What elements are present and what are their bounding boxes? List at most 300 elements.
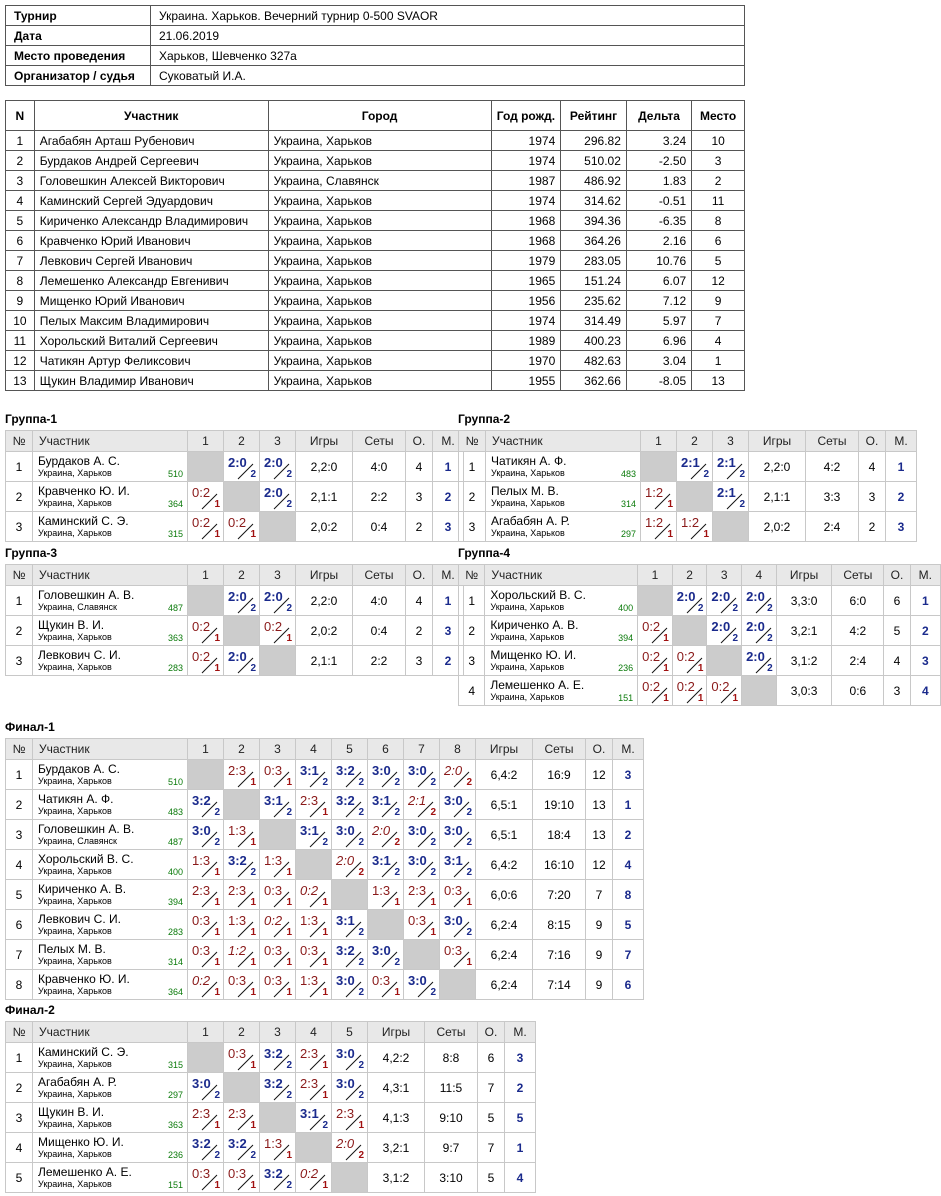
match-score-cell — [707, 676, 742, 706]
games-record: 6,2:4 — [476, 970, 533, 1000]
match-score-cell — [188, 790, 224, 820]
match-score-cell — [188, 616, 224, 646]
match-points: 1 — [286, 777, 292, 788]
match-score-cell — [332, 910, 368, 940]
match-points: 1 — [286, 897, 292, 908]
match-score-cell — [188, 970, 224, 1000]
col-opponent: 4 — [296, 739, 332, 760]
player-number: 1 — [459, 452, 486, 482]
group-place: 7 — [613, 940, 644, 970]
match-points: 1 — [286, 957, 292, 968]
player-rating: 364 — [167, 987, 183, 997]
match-score: 0:2 — [642, 679, 661, 694]
player-cell — [33, 820, 188, 850]
player-rating: 314 — [167, 957, 183, 967]
rating: 283.05 — [561, 251, 627, 271]
player-number: 1 — [6, 586, 33, 616]
table-row — [6, 1073, 536, 1103]
match-score: 0:3 — [444, 883, 463, 898]
player-cell — [33, 1043, 188, 1073]
participant-city: Украина, Харьков — [268, 311, 491, 331]
games-record: 3,3:0 — [776, 586, 832, 616]
player-name: Мищенко Ю. И. — [38, 1135, 124, 1149]
table-row — [6, 880, 644, 910]
col-opponent: 6 — [368, 739, 404, 760]
match-score-cell — [188, 880, 224, 910]
match-score: 0:3 — [408, 913, 427, 928]
match-score-cell — [224, 820, 260, 850]
points-total: 9 — [586, 940, 613, 970]
match-score-cell — [332, 940, 368, 970]
match-points: 2 — [703, 469, 709, 480]
column-header: Участник — [34, 101, 268, 131]
match-score-cell — [296, 760, 332, 790]
player-rating: 236 — [618, 663, 634, 673]
group-header-row — [459, 431, 917, 452]
match-score: 0:2 — [642, 619, 661, 634]
table-row — [6, 211, 745, 231]
self-match-cell — [707, 646, 742, 676]
table-row — [6, 1163, 536, 1193]
games-record: 6,5:1 — [476, 790, 533, 820]
games-record: 6,0:6 — [476, 880, 533, 910]
col-points: О. — [406, 431, 433, 452]
match-score-cell — [260, 1043, 296, 1073]
match-score-cell — [224, 850, 260, 880]
match-score-cell — [188, 1133, 224, 1163]
col-number: № — [6, 1022, 33, 1043]
match-score-cell — [641, 512, 677, 542]
participant-city: Украина, Харьков — [268, 151, 491, 171]
match-score: 2:3 — [228, 763, 247, 778]
player-name: Мищенко Ю. И. — [490, 648, 577, 662]
birth-year: 1979 — [491, 251, 561, 271]
group-place: 3 — [433, 616, 464, 646]
match-points: 2 — [466, 807, 472, 818]
participant-city: Украина, Харьков — [268, 271, 491, 291]
table-row — [6, 171, 745, 191]
col-player: Участник — [33, 565, 188, 586]
match-points: 1 — [250, 927, 256, 938]
match-score-cell — [296, 1163, 332, 1193]
match-score-cell — [404, 790, 440, 820]
match-points: 1 — [286, 633, 292, 644]
match-score: 1:2 — [228, 943, 247, 958]
match-points: 1 — [322, 1180, 328, 1191]
self-match-cell — [638, 586, 673, 616]
group-place: 2 — [613, 820, 644, 850]
match-score: 0:2 — [264, 619, 283, 634]
match-points: 2 — [322, 837, 328, 848]
match-score: 0:2 — [192, 649, 211, 664]
column-header: N — [6, 101, 35, 131]
match-score-cell — [440, 760, 476, 790]
match-points: 2 — [767, 663, 773, 674]
player-number: 3 — [6, 820, 33, 850]
match-score: 0:2 — [228, 515, 247, 530]
match-score-cell — [332, 790, 368, 820]
points-total: 5 — [478, 1103, 505, 1133]
match-points: 2 — [358, 1150, 364, 1161]
match-score: 3:0 — [408, 973, 427, 988]
sets-record: 4:2 — [806, 452, 859, 482]
points-total: 2 — [859, 512, 886, 542]
group-table — [5, 738, 644, 1000]
table-row — [6, 1103, 536, 1133]
points-total: 12 — [586, 760, 613, 790]
col-games: Игры — [776, 565, 832, 586]
player-name: Агабабян А. Р. — [491, 514, 570, 528]
match-points: 2 — [394, 807, 400, 818]
match-score: 2:3 — [300, 1046, 319, 1061]
table-row — [6, 646, 464, 676]
match-points: 1 — [430, 927, 436, 938]
player-name: Щукин В. И. — [38, 618, 105, 632]
match-score: 2:1 — [717, 455, 736, 470]
player-number: 4 — [459, 676, 485, 706]
player-city: Украина, Харьков — [38, 896, 112, 906]
player-cell — [33, 616, 188, 646]
rating-delta: 10.76 — [626, 251, 691, 271]
player-number: 2 — [459, 616, 485, 646]
match-score-cell — [638, 676, 673, 706]
match-score-cell — [296, 790, 332, 820]
sets-record: 2:2 — [353, 482, 406, 512]
match-score: 3:2 — [264, 1076, 283, 1091]
match-points: 1 — [286, 927, 292, 938]
player-rating: 400 — [618, 603, 634, 613]
group-place: 2 — [433, 646, 464, 676]
match-score: 3:1 — [372, 853, 391, 868]
match-score-cell — [260, 910, 296, 940]
rating-delta: -2.50 — [626, 151, 691, 171]
col-sets: Сеты — [353, 431, 406, 452]
match-score: 3:1 — [300, 763, 319, 778]
sets-record: 16:10 — [533, 850, 586, 880]
rating: 364.26 — [561, 231, 627, 251]
info-value: Харьков, Шевченко 327а — [151, 46, 745, 66]
table-row — [459, 676, 941, 706]
match-score-cell — [224, 940, 260, 970]
player-city: Украина, Харьков — [38, 1089, 112, 1099]
match-score: 2:0 — [676, 589, 696, 604]
player-city: Украина, Харьков — [38, 986, 112, 996]
sets-record: 9:7 — [425, 1133, 478, 1163]
player-city: Украина, Харьков — [38, 1059, 112, 1069]
participant-city: Украина, Харьков — [268, 191, 491, 211]
player-rating: 283 — [167, 663, 183, 673]
match-score-cell — [224, 646, 260, 676]
player-cell — [33, 482, 188, 512]
player-rating: 363 — [167, 1120, 183, 1130]
match-points: 1 — [250, 777, 256, 788]
match-points: 2 — [322, 1120, 328, 1131]
match-score-cell — [296, 940, 332, 970]
col-games: Игры — [296, 565, 353, 586]
match-points: 2 — [250, 663, 256, 674]
info-label: Дата — [6, 26, 151, 46]
match-score: 1:3 — [264, 1136, 283, 1151]
player-rating: 487 — [167, 603, 183, 613]
col-opponent: 7 — [404, 739, 440, 760]
group-table — [5, 564, 464, 676]
info-row — [6, 6, 745, 26]
player-name: Щукин В. И. — [38, 1105, 105, 1119]
match-points: 1 — [214, 867, 220, 878]
self-match-cell — [188, 586, 224, 616]
sets-record: 3:10 — [425, 1163, 478, 1193]
player-number: 6 — [6, 910, 33, 940]
match-score: 2:0 — [746, 589, 765, 604]
match-score-cell — [260, 940, 296, 970]
self-match-cell — [440, 970, 476, 1000]
match-score-cell — [224, 1043, 260, 1073]
match-score-cell — [707, 586, 742, 616]
match-score: 1:3 — [264, 853, 283, 868]
games-record: 3,2:1 — [368, 1133, 425, 1163]
match-score: 3:0 — [336, 973, 355, 988]
match-points: 2 — [767, 633, 773, 644]
match-points: 2 — [394, 837, 400, 848]
games-record: 3,1:2 — [776, 646, 832, 676]
points-total: 7 — [586, 880, 613, 910]
col-number: № — [6, 565, 33, 586]
self-match-cell — [296, 1133, 332, 1163]
participant-city: Украина, Славянск — [268, 171, 491, 191]
player-cell — [485, 586, 638, 616]
col-opponent: 2 — [224, 739, 260, 760]
match-score: 3:1 — [300, 823, 319, 838]
player-number: 4 — [6, 850, 33, 880]
col-sets: Сеты — [425, 1022, 478, 1043]
player-name: Хорольский В. С. — [38, 852, 134, 866]
match-score: 1:3 — [228, 823, 247, 838]
match-score: 2:0 — [336, 853, 355, 868]
match-points: 2 — [466, 837, 472, 848]
match-score-cell — [404, 880, 440, 910]
match-score-cell — [224, 760, 260, 790]
match-score-cell — [260, 616, 296, 646]
match-points: 1 — [322, 1060, 328, 1071]
birth-year: 1974 — [491, 151, 561, 171]
col-points: О. — [406, 565, 433, 586]
match-points: 1 — [214, 957, 220, 968]
match-points: 1 — [286, 867, 292, 878]
match-score: 3:2 — [228, 853, 247, 868]
table-row — [6, 850, 644, 880]
match-score: 2:3 — [228, 1106, 247, 1121]
table-row — [459, 482, 917, 512]
match-score: 3:0 — [372, 943, 391, 958]
player-city: Украина, Харьков — [38, 528, 112, 538]
match-score: 3:2 — [264, 1046, 283, 1061]
player-rating: 314 — [620, 499, 636, 509]
table-row — [6, 231, 745, 251]
match-score: 0:3 — [444, 943, 463, 958]
participant-city: Украина, Харьков — [268, 291, 491, 311]
self-match-cell — [677, 482, 713, 512]
row-number: 10 — [6, 311, 35, 331]
match-score-cell — [260, 970, 296, 1000]
match-score-cell — [332, 760, 368, 790]
row-number: 6 — [6, 231, 35, 251]
sets-record: 18:4 — [533, 820, 586, 850]
participant-name: Мищенко Юрий Иванович — [34, 291, 268, 311]
player-number: 2 — [6, 1073, 33, 1103]
match-score: 0:2 — [192, 515, 211, 530]
player-city: Украина, Харьков — [38, 1179, 112, 1189]
player-cell — [485, 616, 638, 646]
rating-delta: 6.96 — [626, 331, 691, 351]
games-record: 3,2:1 — [776, 616, 832, 646]
match-score-cell — [672, 676, 707, 706]
match-score: 3:0 — [444, 913, 463, 928]
match-score-cell — [224, 880, 260, 910]
match-points: 1 — [322, 807, 328, 818]
group-place: 1 — [433, 452, 464, 482]
rating: 235.62 — [561, 291, 627, 311]
match-points: 1 — [663, 633, 669, 644]
col-sets: Сеты — [533, 739, 586, 760]
birth-year: 1974 — [491, 311, 561, 331]
table-row — [6, 512, 464, 542]
player-number: 5 — [6, 1163, 33, 1193]
sets-record: 7:16 — [533, 940, 586, 970]
match-points: 2 — [394, 867, 400, 878]
player-city: Украина, Харьков — [490, 662, 565, 672]
match-score: 2:3 — [300, 793, 319, 808]
col-place: М. — [505, 1022, 536, 1043]
match-score: 0:2 — [676, 649, 695, 664]
match-score: 0:2 — [264, 913, 283, 928]
match-points: 1 — [286, 987, 292, 998]
player-number: 5 — [6, 880, 33, 910]
group-place: 1 — [505, 1133, 536, 1163]
match-score-cell — [260, 1133, 296, 1163]
player-rating: 394 — [167, 897, 183, 907]
match-points: 1 — [358, 1120, 364, 1131]
rating: 400.23 — [561, 331, 627, 351]
birth-year: 1956 — [491, 291, 561, 311]
birth-year: 1968 — [491, 231, 561, 251]
group-place: 2 — [505, 1073, 536, 1103]
match-points: 2 — [430, 837, 436, 848]
row-number: 3 — [6, 171, 35, 191]
col-opponent: 1 — [188, 1022, 224, 1043]
match-points: 1 — [322, 1090, 328, 1101]
match-score-cell — [224, 1133, 260, 1163]
match-points: 2 — [394, 957, 400, 968]
match-score: 0:3 — [264, 973, 283, 988]
col-points: О. — [859, 431, 886, 452]
match-points: 1 — [667, 529, 673, 540]
match-points: 2 — [286, 469, 292, 480]
points-total: 7 — [478, 1133, 505, 1163]
participant-name: Каминский Сергей Эдуардович — [34, 191, 268, 211]
match-score: 0:3 — [264, 763, 283, 778]
points-total: 13 — [586, 790, 613, 820]
final-place: 12 — [692, 271, 745, 291]
match-points: 1 — [667, 499, 673, 510]
col-opponent: 5 — [332, 739, 368, 760]
self-match-cell — [188, 452, 224, 482]
player-cell — [33, 646, 188, 676]
column-header: Место — [692, 101, 745, 131]
sets-record: 2:4 — [806, 512, 859, 542]
match-score: 3:0 — [192, 1076, 211, 1091]
match-points: 2 — [214, 1150, 220, 1161]
participant-name: Лемешенко Александр Евгенивич — [34, 271, 268, 291]
player-city: Украина, Харьков — [38, 662, 112, 672]
rating-delta: 2.16 — [626, 231, 691, 251]
self-match-cell — [641, 452, 677, 482]
points-total: 12 — [586, 850, 613, 880]
self-match-cell — [713, 512, 749, 542]
participant-city: Украина, Харьков — [268, 251, 491, 271]
col-player: Участник — [486, 431, 641, 452]
match-points: 2 — [358, 807, 364, 818]
player-rating: 483 — [167, 807, 183, 817]
group-header-row — [6, 565, 464, 586]
info-row — [6, 26, 745, 46]
match-points: 2 — [358, 867, 364, 878]
match-score: 3:0 — [372, 763, 391, 778]
games-record: 2,2:0 — [749, 452, 806, 482]
match-score: 2:1 — [408, 793, 427, 808]
group-place: 2 — [433, 482, 464, 512]
match-points: 2 — [358, 777, 364, 788]
match-score-cell — [440, 910, 476, 940]
match-score-cell — [296, 1043, 332, 1073]
match-points: 2 — [739, 469, 745, 480]
player-name: Левкович С. И. — [38, 648, 121, 662]
group-table — [5, 430, 464, 542]
self-match-cell — [332, 880, 368, 910]
self-match-cell — [224, 616, 260, 646]
match-points: 1 — [250, 529, 256, 540]
points-total: 9 — [586, 910, 613, 940]
player-name: Хорольский В. С. — [490, 588, 586, 602]
table-row — [6, 191, 745, 211]
group-place: 2 — [886, 482, 917, 512]
match-score: 2:0 — [711, 619, 731, 634]
participant-city: Украина, Харьков — [268, 351, 491, 371]
player-number: 8 — [6, 970, 33, 1000]
match-points: 2 — [430, 867, 436, 878]
match-score-cell — [368, 880, 404, 910]
match-score-cell — [404, 970, 440, 1000]
match-score: 2:1 — [681, 455, 700, 470]
games-record: 3,1:2 — [368, 1163, 425, 1193]
match-score-cell — [224, 970, 260, 1000]
row-number: 9 — [6, 291, 35, 311]
row-number: 12 — [6, 351, 35, 371]
points-total: 4 — [884, 646, 910, 676]
match-score-cell — [440, 850, 476, 880]
birth-year: 1987 — [491, 171, 561, 191]
games-record: 2,1:1 — [296, 646, 353, 676]
birth-year: 1989 — [491, 331, 561, 351]
match-score: 0:2 — [711, 679, 730, 694]
match-points: 2 — [466, 867, 472, 878]
match-score-cell — [296, 1073, 332, 1103]
match-points: 2 — [250, 603, 256, 614]
player-cell — [486, 512, 641, 542]
match-score-cell — [713, 452, 749, 482]
column-header: Рейтинг — [561, 101, 627, 131]
match-score: 3:2 — [336, 793, 355, 808]
match-score-cell — [742, 616, 777, 646]
